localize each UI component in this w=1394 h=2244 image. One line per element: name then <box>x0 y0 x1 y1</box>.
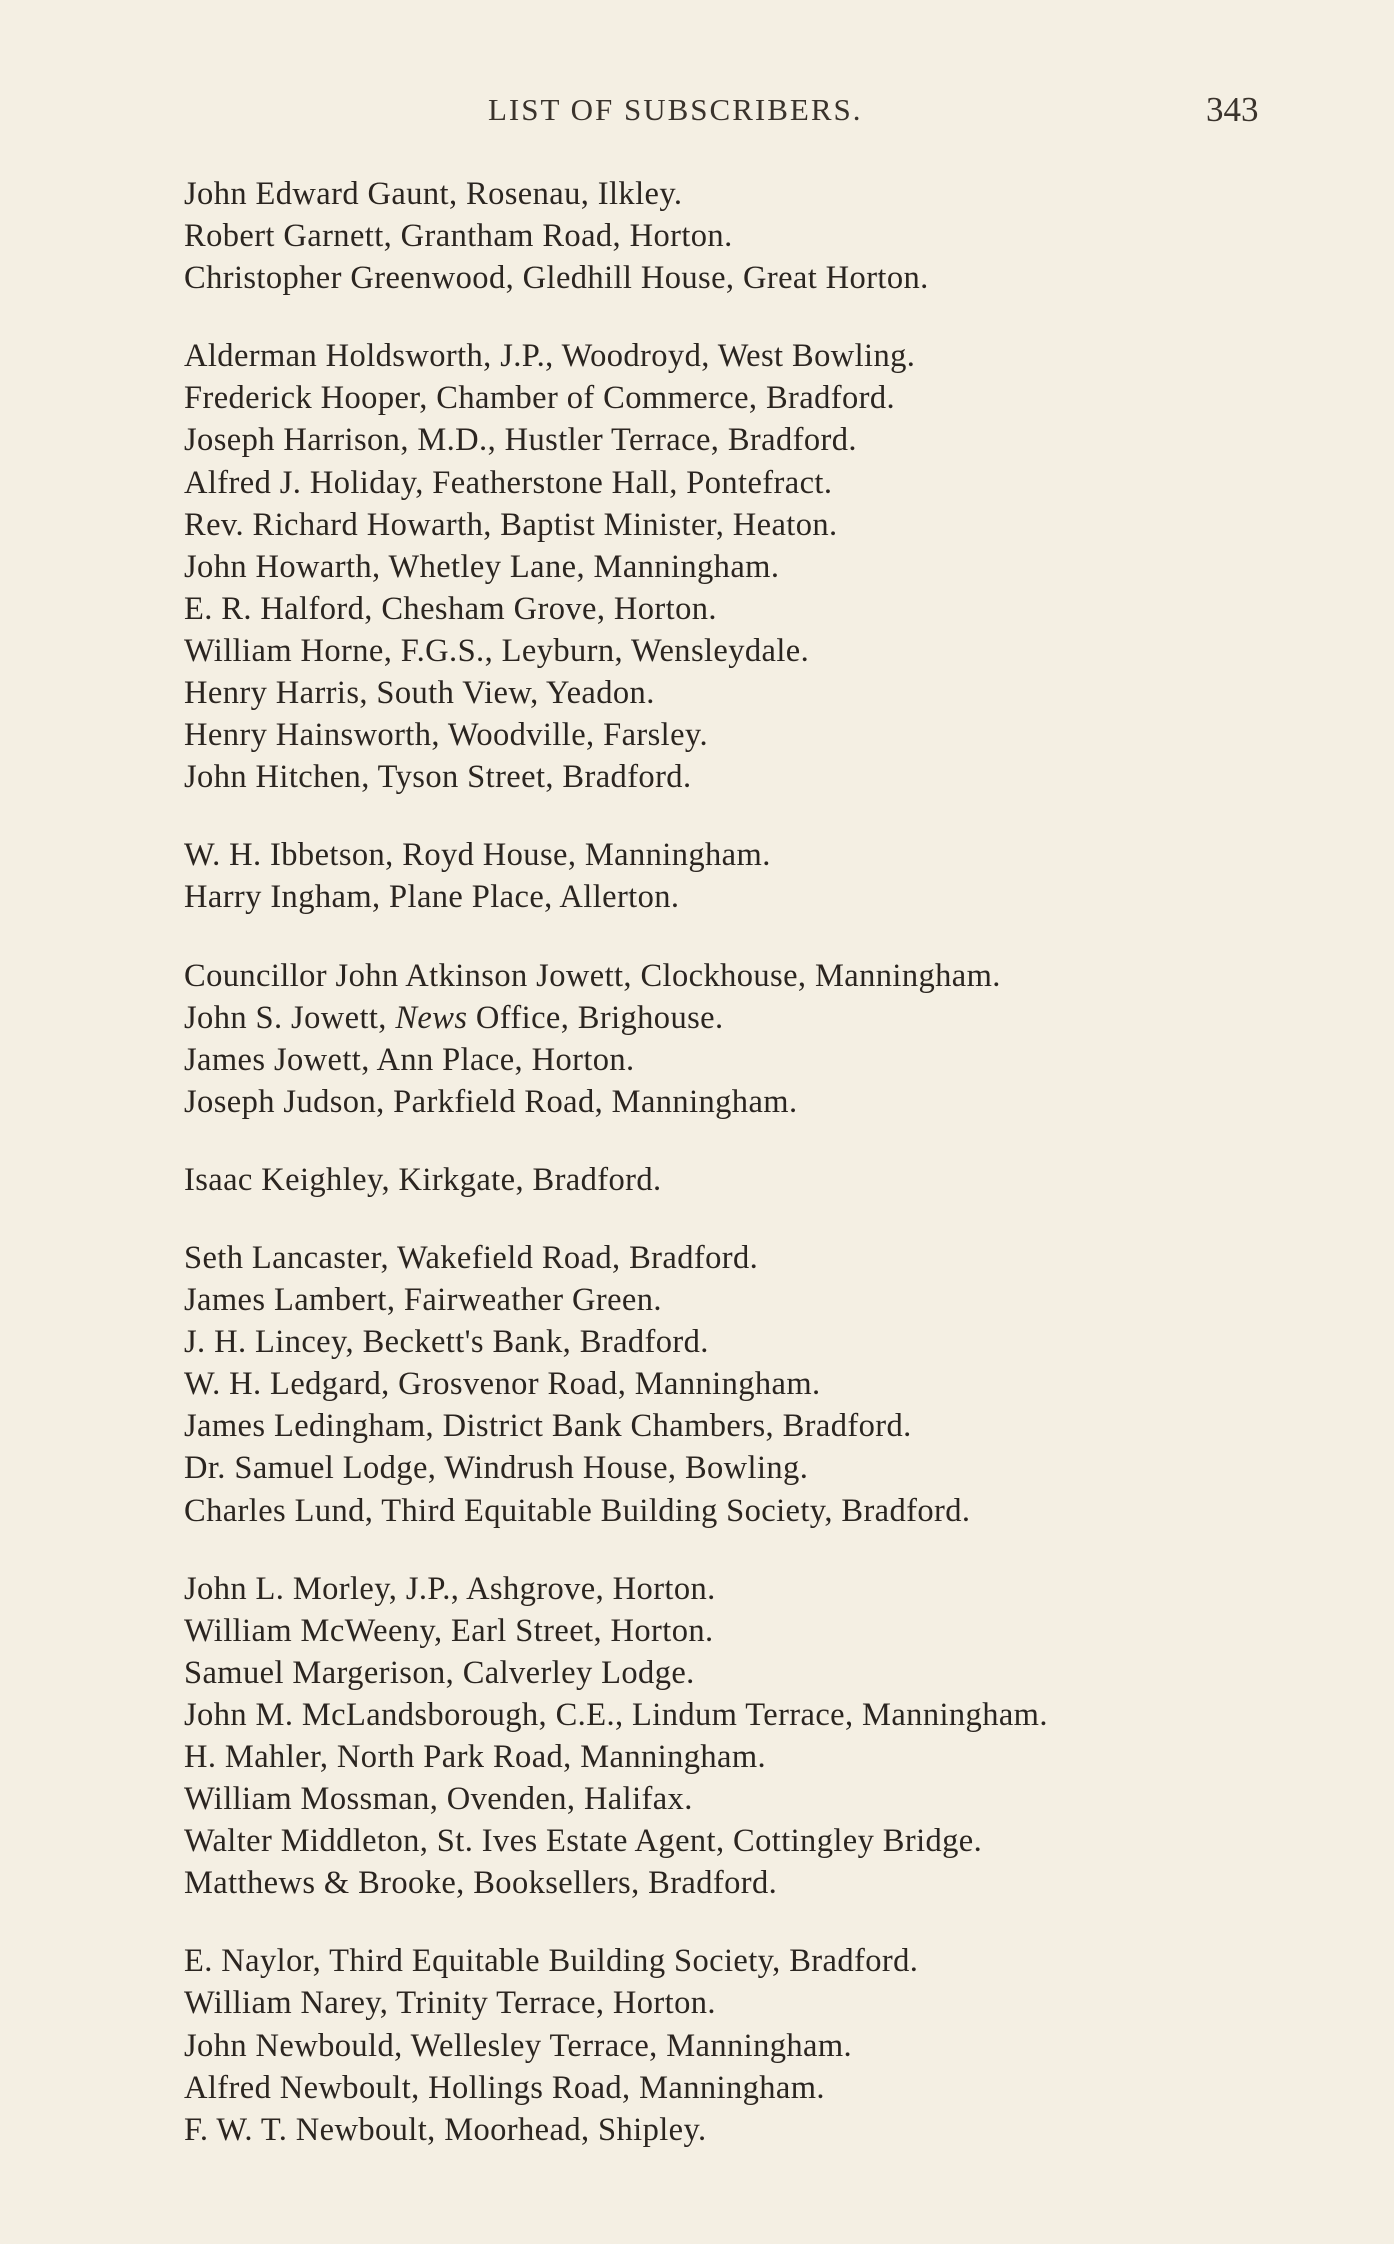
subscriber-entry: Frederick Hooper, Chamber of Commerce, Bradford. <box>184 380 895 417</box>
subscriber-entry: William Horne, F.G.S., Leyburn, Wensleydale. <box>184 632 810 669</box>
subscriber-group-n <box>184 1940 1334 2150</box>
subscriber-entry: Harry Ingham, Plane Place, Allerton. <box>184 879 680 916</box>
newspaper-title: News <box>395 999 468 1036</box>
subscriber-group-g <box>184 173 1334 299</box>
subscriber-entry: W. H. Ibbetson, Royd House, Manningham. <box>184 837 771 874</box>
subscriber-entry: James Jowett, Ann Place, Horton. <box>184 1041 635 1078</box>
subscriber-entry: Christopher Greenwood, Gledhill House, Great Horton. <box>184 260 929 297</box>
subscriber-entry: William Narey, Trinity Terrace, Horton. <box>184 1985 716 2022</box>
subscriber-entry: John Hitchen, Tyson Street, Bradford. <box>184 759 692 796</box>
subscriber-entry: Joseph Harrison, M.D., Hustler Terrace, Bradford. <box>184 422 857 459</box>
subscriber-group-j <box>184 955 1334 1123</box>
subscriber-group-i <box>184 834 1334 918</box>
subscriber-entry: Dr. Samuel Lodge, Windrush House, Bowling. <box>184 1450 809 1487</box>
subscriber-entry: Seth Lancaster, Wakefield Road, Bradford. <box>184 1239 759 1276</box>
page-number: 343 <box>1206 90 1259 129</box>
subscriber-group-h <box>184 335 1334 798</box>
subscriber-entry-with-italic <box>184 997 1334 1039</box>
subscriber-group-k <box>184 1159 1334 1201</box>
subscriber-entry: W. H. Ledgard, Grosvenor Road, Manningham. <box>184 1366 821 1403</box>
subscriber-entry: E. R. Halford, Chesham Grove, Horton. <box>184 590 717 627</box>
subscriber-entry: John Howarth, Whetley Lane, Manningham. <box>184 548 780 585</box>
subscriber-entry: Henry Harris, South View, Yeadon. <box>184 675 655 712</box>
subscriber-entry: Walter Middleton, St. Ives Estate Agent, Cottingley Bridge. <box>184 1823 983 1860</box>
subscriber-list <box>184 173 1334 2187</box>
entry-tail: Office, Brighouse. <box>467 999 724 1036</box>
subscriber-entry: William McWeeny, Earl Street, Horton. <box>184 1612 714 1649</box>
subscriber-entry: Samuel Margerison, Calverley Lodge. <box>184 1654 695 1691</box>
subscriber-entry: Henry Hainsworth, Woodville, Farsley. <box>184 717 708 754</box>
subscriber-group-m <box>184 1568 1334 1905</box>
subscriber-entry: J. H. Lincey, Beckett's Bank, Bradford. <box>184 1324 709 1361</box>
subscriber-entry: F. W. T. Newboult, Moorhead, Shipley. <box>184 2111 707 2148</box>
subscriber-entry: Alfred J. Holiday, Featherstone Hall, Pontefract. <box>184 464 833 501</box>
subscriber-entry: John L. Morley, J.P., Ashgrove, Horton. <box>184 1570 716 1607</box>
subscriber-entry: H. Mahler, North Park Road, Manningham. <box>184 1739 767 1775</box>
running-title: LIST OF SUBSCRIBERS. <box>488 92 863 127</box>
entry-lead: John S. Jowett, <box>184 999 396 1036</box>
subscriber-entry: Matthews & Brooke, Booksellers, Bradford. <box>184 1865 778 1902</box>
subscriber-entry: John Edward Gaunt, Rosenau, Ilkley. <box>184 176 683 212</box>
running-head <box>0 92 1394 132</box>
subscriber-entry: John M. McLandsborough, C.E., Lindum Terrace, Manningham. <box>184 1696 1048 1733</box>
subscriber-entry: James Lambert, Fairweather Green. <box>184 1282 662 1319</box>
subscriber-entry: Alfred Newboult, Hollings Road, Manningham. <box>184 2069 825 2106</box>
subscriber-entry: Rev. Richard Howarth, Baptist Minister, Heaton. <box>184 506 838 543</box>
subscriber-entry: Charles Lund, Third Equitable Building Society, Bradford. <box>184 1492 971 1529</box>
subscriber-entry: John Newbould, Wellesley Terrace, Manningham. <box>184 2027 853 2064</box>
subscriber-entry: Robert Garnett, Grantham Road, Horton. <box>184 218 733 255</box>
subscriber-entry: E. Naylor, Third Equitable Building Society, Bradford. <box>184 1943 919 1980</box>
subscriber-entry: Councillor John Atkinson Jowett, Clockhouse, Manningham. <box>184 957 1001 994</box>
subscriber-entry: Alderman Holdsworth, J.P., Woodroyd, West Bowling. <box>184 338 916 375</box>
subscriber-entry: James Ledingham, District Bank Chambers, Bradford. <box>184 1408 912 1445</box>
subscriber-group-l <box>184 1237 1334 1532</box>
subscriber-entry: Joseph Judson, Parkfield Road, Manningham. <box>184 1083 798 1120</box>
subscriber-entry: William Mossman, Ovenden, Halifax. <box>184 1781 693 1818</box>
subscriber-entry: Isaac Keighley, Kirkgate, Bradford. <box>184 1161 662 1198</box>
